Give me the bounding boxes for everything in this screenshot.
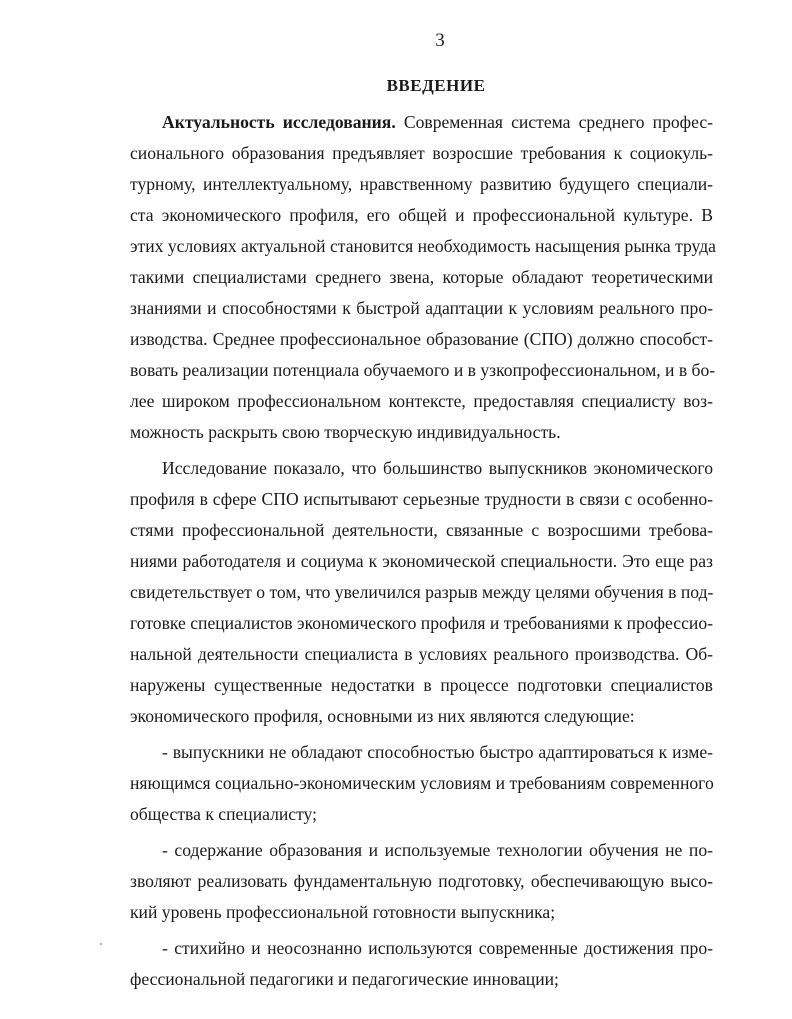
list-item-content <box>130 835 713 928</box>
paragraph-research-findings <box>130 453 713 732</box>
document-body <box>130 107 716 995</box>
paragraph-line: Исследование показало, что большинство выпускников экономического <box>162 458 713 478</box>
paragraph-line: стями профессиональной деятельности, связанные с возросшими требова- <box>130 520 713 540</box>
paragraph-line: лее широком профессиональном контексте, предоставляя специалисту воз- <box>130 391 713 411</box>
paragraph-line: сионального образования предъявляет возросшие требования к социокуль- <box>130 143 713 163</box>
paragraph-relevance <box>130 107 716 448</box>
paragraph-line: нальной деятельности специалиста в условиях реального производства. Об- <box>130 644 713 664</box>
paragraph-line: общества к специалисту; <box>130 804 318 824</box>
paragraph-line: вовать реализации потенциала обучаемого и в узкопрофессиональном, и в бо- <box>130 360 716 380</box>
paragraph-line: знаниями и способностями к быстрой адаптации к условиям реального про- <box>130 298 713 318</box>
paragraph-line: - содержание образования и используемые технологии обучения не по- <box>162 840 713 860</box>
paragraph-line: кий уровень профессиональной готовности выпускника; <box>130 902 556 922</box>
paragraph-line: изводства. Среднее профессиональное образование (СПО) должно способст- <box>130 329 713 349</box>
page-heading: ВВЕДЕНИЕ <box>386 76 486 95</box>
paragraph-line: ниями работодателя и социума к экономической специальности. Это еще раз <box>130 551 713 571</box>
paragraph-line: ста экономического профиля, его общей и профессиональной культуре. В <box>130 205 713 225</box>
paragraph-line: экономического профиля, основными из них являются следующие: <box>130 706 635 726</box>
paragraph-line: можность раскрыть свою творческую индивидуальность. <box>130 422 561 442</box>
paragraph-lead: Актуальность исследования. <box>162 112 396 132</box>
paragraph-line: няющимся социально-экономическим условиям и требованиям современного <box>130 773 714 793</box>
paragraph-line: - стихийно и неосознанно используются современные достижения про- <box>162 938 713 958</box>
page-number: 3 <box>435 30 445 51</box>
paragraph-line: готовке специалистов экономического профиля и требованиями к профессио- <box>130 613 713 633</box>
paragraph-line: фессиональной педагогики и педагогические инновации; <box>130 969 559 989</box>
list-item-adaptation <box>130 737 713 830</box>
paragraph-line: турному, интеллектуальному, нравственному развитию будущего специали- <box>130 174 713 194</box>
list-item-innovations <box>130 933 713 995</box>
paragraph-line: этих условиях актуальной становится необходимость насыщения рынка труда <box>130 236 716 256</box>
paragraph-line: такими специалистами среднего звена, которые обладают теоретическими <box>130 267 713 287</box>
paragraph-line: зволяют реализовать фундаментальную подготовку, обеспечивающую высо- <box>130 871 713 891</box>
paragraph-line-text: Современная система среднего профес- <box>395 112 713 132</box>
paragraph-line: - выпускники не обладают способностью быстро адаптироваться к изме- <box>162 742 713 762</box>
paragraph-line: свидетельствует о том, что увеличился разрыв между целями обучения в под- <box>130 582 714 602</box>
scan-artifact <box>100 943 102 945</box>
paragraph-line: наружены существенные недостатки в процессе подготовки специалистов <box>130 675 713 695</box>
paragraph-line <box>130 107 713 138</box>
paragraph-line: профиля в сфере СПО испытывают серьезные трудности в связи с особенно- <box>130 489 713 509</box>
